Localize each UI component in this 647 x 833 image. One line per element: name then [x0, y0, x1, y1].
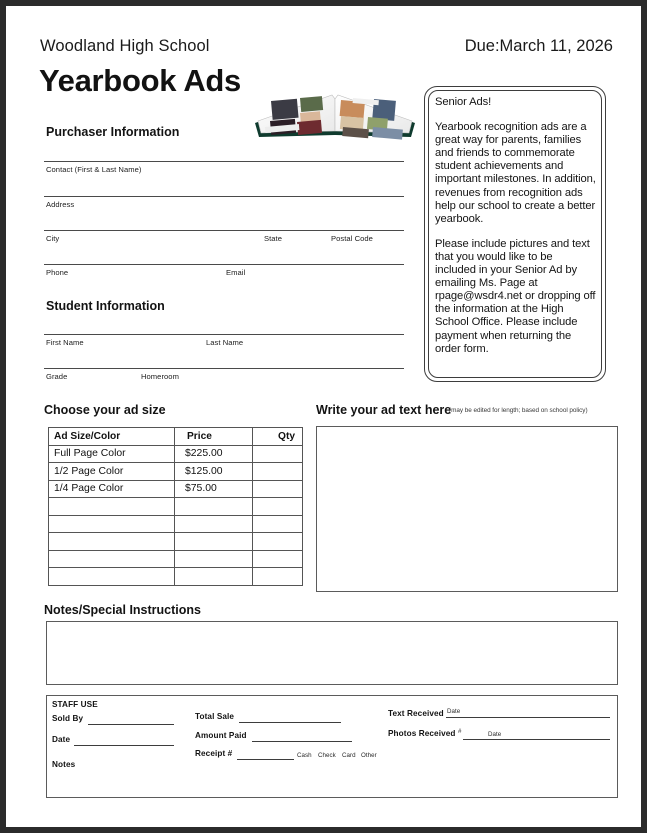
open-yearbook-icon	[249, 67, 421, 143]
staff-label-photos-received: Photos Received	[388, 729, 456, 738]
table-row[interactable]	[49, 533, 303, 551]
cell-ad-size[interactable]	[49, 568, 175, 586]
section-heading-student: Student Information	[46, 299, 165, 313]
staff-field-date[interactable]	[74, 745, 174, 746]
page-title: Yearbook Ads	[39, 63, 241, 98]
cell-qty[interactable]	[253, 480, 303, 498]
staff-field-text-received[interactable]	[446, 717, 610, 718]
staff-label-date: Date	[52, 735, 71, 744]
notes-input-box[interactable]	[46, 621, 618, 685]
table-row[interactable]	[49, 480, 303, 498]
payment-method-cash[interactable]: Cash	[297, 752, 312, 759]
staff-label-receipt: Receipt #	[195, 749, 233, 758]
field-label-grade: Grade	[46, 372, 68, 381]
cell-ad-size: Full Page Color	[49, 445, 175, 463]
staff-field-sold-by[interactable]	[88, 724, 174, 725]
purchaser-city-rule	[44, 230, 404, 231]
payment-method-other[interactable]: Other	[361, 752, 377, 759]
purchaser-contact-rule	[44, 161, 404, 162]
cell-price[interactable]	[175, 568, 253, 586]
table-header-row	[49, 428, 303, 446]
section-heading-purchaser: Purchaser Information	[46, 125, 180, 139]
cell-ad-size: 1/4 Page Color	[49, 480, 175, 498]
field-label-homeroom: Homeroom	[141, 372, 179, 381]
ad-text-input-box[interactable]	[316, 426, 618, 592]
staff-label-text-received: Text Received	[388, 709, 444, 718]
payment-method-card[interactable]: Card	[342, 752, 356, 759]
due-date: Due:March 11, 2026	[464, 37, 613, 55]
senior-ads-paragraph-2: Please include pictures and text that you would like to be included in your Senior Ad by emailing Ms. Page at rpage@wsdr4.net or dropping off the information at the High School Office. Please include payment when returning the order form.	[435, 237, 596, 355]
table-row[interactable]	[49, 463, 303, 481]
staff-label-total-sale: Total Sale	[195, 712, 235, 721]
staff-label-photos-received-hash: #	[458, 728, 462, 735]
cell-qty[interactable]	[253, 550, 303, 568]
staff-field-photos-received[interactable]	[463, 739, 610, 740]
staff-use-heading: STAFF USE	[52, 700, 98, 709]
cell-price: $225.00	[175, 445, 253, 463]
field-label-email: Email	[226, 268, 246, 277]
table-row[interactable]	[49, 445, 303, 463]
column-header-price: Price	[175, 428, 253, 446]
cell-price: $125.00	[175, 463, 253, 481]
payment-method-check[interactable]: Check	[318, 752, 336, 759]
field-label-first-name: First Name	[46, 338, 84, 347]
staff-label-sold-by: Sold By	[52, 714, 84, 723]
section-heading-notes: Notes/Special Instructions	[44, 603, 201, 617]
purchaser-phone-rule	[44, 264, 404, 265]
student-name-rule	[44, 334, 404, 335]
staff-field-amount-paid[interactable]	[252, 741, 352, 742]
cell-price[interactable]	[175, 515, 253, 533]
cell-ad-size[interactable]	[49, 550, 175, 568]
cell-ad-size[interactable]	[49, 533, 175, 551]
field-label-address: Address	[46, 200, 75, 209]
field-label-last-name: Last Name	[206, 338, 244, 347]
cell-qty[interactable]	[253, 515, 303, 533]
table-row[interactable]	[49, 498, 303, 516]
staff-field-receipt[interactable]	[237, 759, 294, 760]
field-label-phone: Phone	[46, 268, 69, 277]
cell-qty[interactable]	[253, 498, 303, 516]
table-row[interactable]	[49, 568, 303, 586]
purchaser-address-rule	[44, 196, 404, 197]
staff-field-total-sale[interactable]	[239, 722, 341, 723]
ad-text-policy-note: (may be edited for length; based on school policy)	[449, 407, 588, 414]
cell-qty[interactable]	[253, 463, 303, 481]
senior-ads-heading: Senior Ads!	[435, 96, 492, 108]
ad-size-table[interactable]	[48, 427, 303, 586]
cell-price: $75.00	[175, 480, 253, 498]
table-row[interactable]	[49, 550, 303, 568]
field-label-city: City	[46, 234, 60, 243]
school-name: Woodland High School	[40, 37, 210, 55]
staff-label-amount-paid: Amount Paid	[195, 731, 247, 740]
cell-price[interactable]	[175, 498, 253, 516]
field-label-contact: Contact (First & Last Name)	[46, 165, 142, 174]
student-grade-rule	[44, 368, 404, 369]
field-label-state: State	[264, 234, 282, 243]
field-label-postal-code: Postal Code	[331, 234, 373, 243]
section-heading-ad-size: Choose your ad size	[44, 403, 166, 417]
table-row[interactable]	[49, 515, 303, 533]
cell-qty[interactable]	[253, 568, 303, 586]
staff-label-text-received-date: Date	[447, 708, 461, 715]
column-header-ad-size: Ad Size/Color	[49, 428, 175, 446]
cell-ad-size[interactable]	[49, 515, 175, 533]
staff-label-notes: Notes	[52, 760, 76, 769]
cell-price[interactable]	[175, 550, 253, 568]
cell-qty[interactable]	[253, 445, 303, 463]
cell-ad-size: 1/2 Page Color	[49, 463, 175, 481]
staff-label-photos-received-date: Date	[488, 731, 502, 738]
order-form-sheet	[6, 6, 641, 827]
page-frame	[6, 6, 641, 827]
senior-ads-callout	[428, 90, 602, 378]
column-header-qty: Qty	[253, 428, 303, 446]
cell-price[interactable]	[175, 533, 253, 551]
senior-ads-paragraph-1: Yearbook recognition ads are a great way for parents, families and friends to commemorate student achievements and important milestones. In addition, revenues from recognition ads help our school to create a better yearbook.	[435, 121, 596, 225]
cell-ad-size[interactable]	[49, 498, 175, 516]
staff-use-box	[46, 695, 618, 798]
section-heading-ad-text: Write your ad text here	[316, 403, 452, 417]
cell-qty[interactable]	[253, 533, 303, 551]
